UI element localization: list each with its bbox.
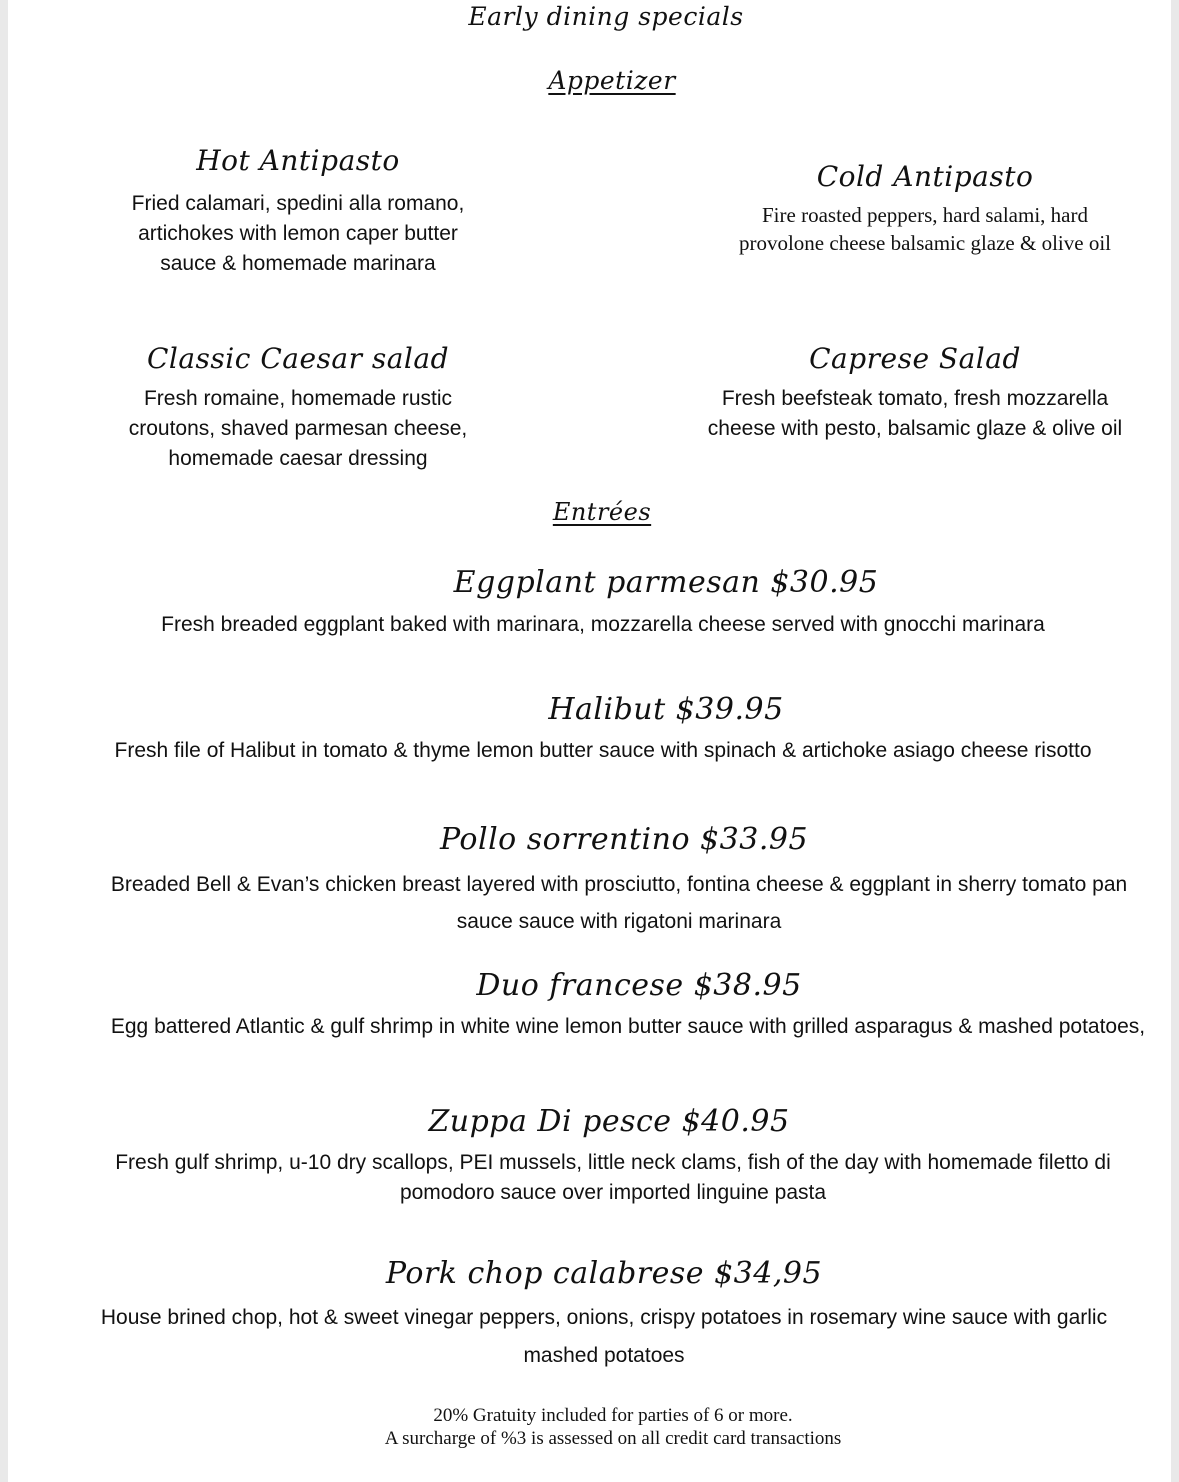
menu-title: Early dining specials [468,2,744,31]
appetizer-desc-caesar-salad: Fresh romaine, homemade rustic croutons, shaved parmesan cheese, homemade caesar dressing [128,387,468,470]
appetizer-desc-caprese-salad: Fresh beefsteak tomato, fresh mozzarella cheese with pesto, balsamic glaze & olive oil [707,387,1123,440]
appetizer-heading: Appetizer [548,66,676,95]
entree-title-pork-chop-calabrese: Pork chop calabrese $34,95 [385,1256,823,1291]
entree-title-zuppa-di-pesce: Zuppa Di pesce $40.95 [428,1104,790,1139]
entree-desc-zuppa-di-pesce: Fresh gulf shrimp, u-10 dry scallops, PEI mussels, little neck clams, fish of the day with homemade filetto di pomodoro sauce over imported linguine pasta [115,1151,1111,1204]
entree-title-halibut: Halibut $39.95 [548,692,784,727]
appetizer-name-caprese-salad: Caprese Salad [809,342,1021,375]
appetizer-desc-cold-antipasto: Fire roasted peppers, hard salami, hard provolone cheese balsamic glaze & olive oil [738,203,1112,255]
entree-desc-duo-francese: Egg battered Atlantic & gulf shrimp in white wine lemon butter sauce with grilled asparagus & mashed potatoes, [110,1015,1146,1038]
surcharge-note: A surcharge of %3 is assessed on all credit card transactions [384,1428,842,1449]
entree-desc-pork-chop-calabrese: House brined chop, hot & sweet vinegar peppers, onions, crispy potatoes in rosemary wine sauce with garlic mashed potatoes [100,1306,1108,1367]
appetizer-desc-hot-antipasto: Fried calamari, spedini alla romano, artichokes with lemon caper butter sauce & homemade marinara [131,192,465,275]
appetizer-name-hot-antipasto: Hot Antipasto [196,144,400,177]
entree-title-pollo-sorrentino: Pollo sorrentino $33.95 [439,822,809,857]
gratuity-note: 20% Gratuity included for parties of 6 or more. [433,1405,793,1426]
entree-desc-halibut: Fresh file of Halibut in tomato & thyme lemon butter sauce with spinach & artichoke asiago cheese risotto [114,739,1092,762]
entree-title-eggplant-parmesan: Eggplant parmesan $30.95 [453,565,879,600]
entree-desc-pollo-sorrentino: Breaded Bell & Evan’s chicken breast layered with prosciutto, fontina cheese & eggplant in sherry tomato pan sauce sauce with rigatoni marinara [110,873,1128,933]
entree-desc-eggplant-parmesan: Fresh breaded eggplant baked with marinara, mozzarella cheese served with gnocchi marinara [161,613,1045,636]
entrees-heading: Entrées [552,498,652,526]
appetizer-name-caesar-salad: Classic Caesar salad [146,342,450,375]
entree-title-duo-francese: Duo francese $38.95 [476,968,802,1003]
menu-page [8,0,1171,1482]
appetizer-name-cold-antipasto: Cold Antipasto [816,160,1034,193]
